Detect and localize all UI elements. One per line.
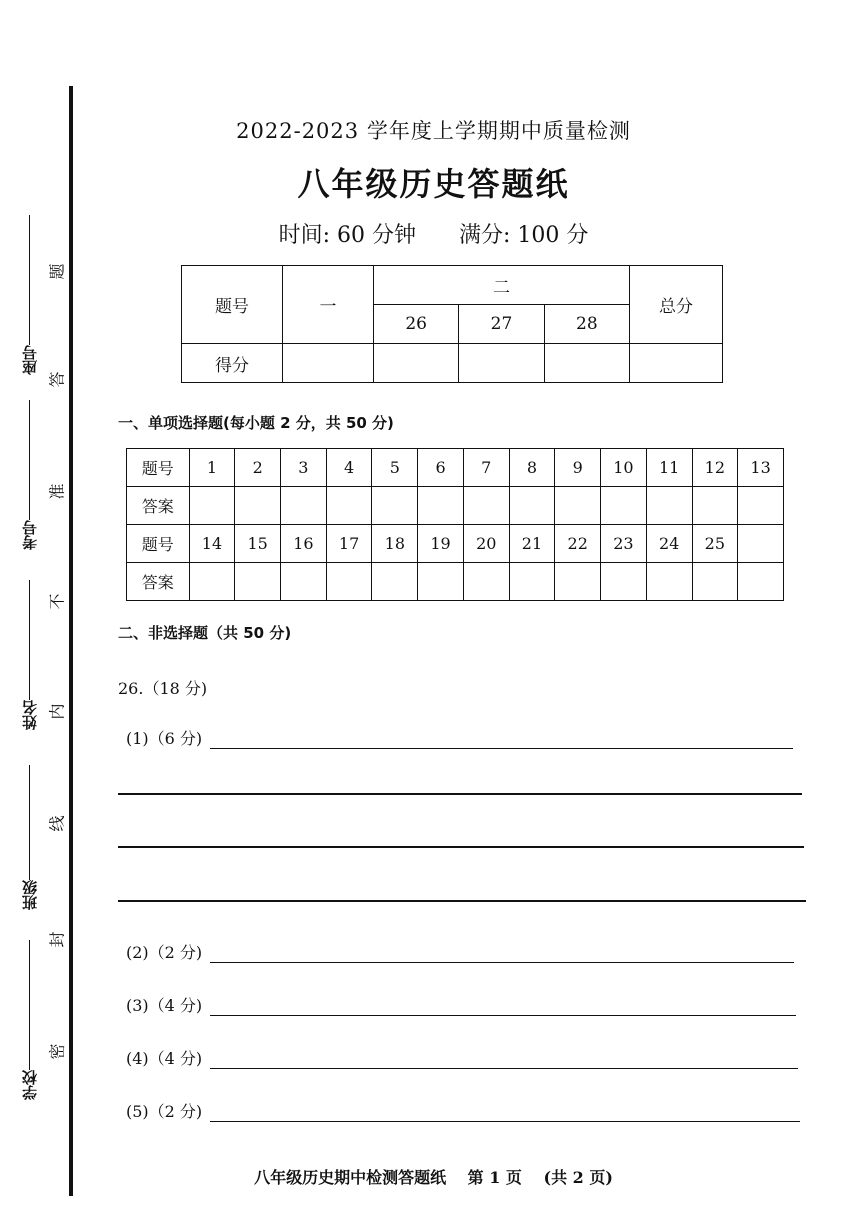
score-table-sub-question: 26 — [374, 305, 459, 344]
seal-char: 准 — [47, 483, 67, 500]
mc-answer-cell[interactable] — [738, 563, 784, 601]
mc-question-number: 15 — [235, 525, 281, 563]
mc-answer-cell[interactable] — [235, 563, 281, 601]
answer-row-part3 — [126, 993, 796, 1016]
part-label: (3)（4 分) — [126, 996, 203, 1015]
mc-question-number: 5 — [372, 449, 418, 487]
answer-row-part1 — [126, 726, 793, 749]
score-table-sub-question: 27 — [459, 305, 544, 344]
mc-answer-cell[interactable] — [372, 487, 418, 525]
time-limit: 时间: 60 分钟 — [278, 223, 416, 248]
mc-answer-cell[interactable] — [555, 487, 601, 525]
mc-question-number: 20 — [463, 525, 509, 563]
question-26-heading: 26.（18 分) — [118, 679, 208, 698]
mc-answer-label: 答案 — [127, 563, 190, 601]
mc-question-number: 10 — [601, 449, 647, 487]
footer-paper-name: 八年级历史期中检测答题纸 — [254, 1168, 447, 1187]
mc-answer-label: 答案 — [127, 487, 190, 525]
seal-char: 封 — [47, 931, 67, 948]
multiple-choice-answer-table — [126, 448, 784, 601]
seal-char: 内 — [47, 703, 67, 720]
mc-answer-cell[interactable] — [692, 487, 738, 525]
score-table-sub-question: 28 — [544, 305, 629, 344]
mc-question-number: 24 — [646, 525, 692, 563]
answer-line[interactable] — [118, 846, 804, 848]
mc-answer-cell[interactable] — [738, 487, 784, 525]
mc-question-number: 18 — [372, 525, 418, 563]
mc-answer-cell[interactable] — [601, 487, 647, 525]
seal-char: 题 — [47, 263, 67, 280]
mc-answer-cell[interactable] — [463, 563, 509, 601]
seat-number-field: 座号 — [12, 215, 46, 375]
mc-question-number: 4 — [326, 449, 372, 487]
seal-char: 线 — [47, 815, 67, 832]
answer-row-part2 — [126, 940, 794, 963]
answer-line[interactable] — [210, 1015, 796, 1017]
score-cell[interactable] — [459, 344, 544, 383]
seal-char: 密 — [47, 1043, 67, 1060]
mc-answer-cell[interactable] — [418, 487, 464, 525]
mc-question-number: 16 — [281, 525, 327, 563]
mc-answer-cell[interactable] — [326, 563, 372, 601]
mc-answer-cell[interactable] — [509, 487, 555, 525]
footer-page-number: 第 1 页 — [467, 1168, 522, 1187]
answer-line[interactable] — [210, 962, 794, 964]
mc-answer-cell[interactable] — [418, 563, 464, 601]
mc-question-number: 17 — [326, 525, 372, 563]
mc-question-number: 25 — [692, 525, 738, 563]
score-table-part2: 二 — [374, 266, 630, 305]
name-field: 姓名 — [12, 580, 46, 730]
mc-question-number: 6 — [418, 449, 464, 487]
mc-question-number: 3 — [281, 449, 327, 487]
mc-answer-cell[interactable] — [463, 487, 509, 525]
mc-question-number: 19 — [418, 525, 464, 563]
mc-number-label: 题号 — [127, 449, 190, 487]
answer-line[interactable] — [210, 1068, 798, 1070]
mc-answer-cell[interactable] — [189, 563, 235, 601]
mc-answer-cell[interactable] — [326, 487, 372, 525]
mc-question-number: 9 — [555, 449, 601, 487]
score-cell[interactable] — [374, 344, 459, 383]
answer-row-part4 — [126, 1046, 798, 1069]
seal-char: 不 — [47, 593, 67, 610]
section2-title: 二、非选择题（共 50 分) — [118, 624, 292, 642]
mc-question-number: 7 — [463, 449, 509, 487]
mc-answer-cell[interactable] — [692, 563, 738, 601]
mc-answer-cell[interactable] — [235, 487, 281, 525]
score-cell[interactable] — [544, 344, 629, 383]
part-label: (1)（6 分) — [126, 729, 203, 748]
exam-number-field: 考号 — [12, 400, 46, 550]
mc-question-number: 21 — [509, 525, 555, 563]
score-cell[interactable] — [283, 344, 374, 383]
class-field: 班级 — [12, 765, 46, 910]
mc-answer-cell[interactable] — [646, 487, 692, 525]
mc-question-number: 11 — [646, 449, 692, 487]
part-label: (4)（4 分) — [126, 1049, 203, 1068]
mc-question-number: 23 — [601, 525, 647, 563]
full-score: 满分: 100 分 — [459, 223, 589, 248]
footer-total-pages: (共 2 页) — [543, 1168, 613, 1187]
page-footer — [0, 1165, 867, 1188]
mc-question-number: 13 — [738, 449, 784, 487]
seal-text-strip — [46, 100, 76, 1200]
mc-question-number: 12 — [692, 449, 738, 487]
score-table — [181, 265, 723, 383]
answer-line[interactable] — [118, 793, 802, 795]
mc-question-number — [738, 525, 784, 563]
mc-answer-cell[interactable] — [509, 563, 555, 601]
mc-answer-cell[interactable] — [601, 563, 647, 601]
mc-answer-cell[interactable] — [372, 563, 418, 601]
part-label: (2)（2 分) — [126, 943, 203, 962]
score-table-total-label: 总分 — [630, 266, 723, 344]
mc-question-number: 1 — [189, 449, 235, 487]
score-table-question-label: 题号 — [182, 266, 283, 344]
answer-line[interactable] — [118, 900, 806, 902]
score-table-part1: 一 — [283, 266, 374, 344]
school-field: 学校 — [12, 940, 46, 1100]
paper-title: 八年级历史答题纸 — [297, 165, 570, 203]
exam-info — [0, 218, 867, 249]
mc-question-number: 22 — [555, 525, 601, 563]
student-info-strip — [12, 100, 46, 1220]
seal-char: 答 — [47, 371, 67, 388]
mc-answer-cell[interactable] — [281, 563, 327, 601]
section1-title: 一、单项选择题(每小题 2 分，共 50 分) — [118, 414, 394, 432]
answer-row-part5 — [126, 1099, 800, 1122]
mc-question-number: 2 — [235, 449, 281, 487]
answer-line[interactable] — [210, 748, 793, 750]
mc-number-label: 题号 — [127, 525, 190, 563]
score-cell[interactable] — [630, 344, 723, 383]
mc-question-number: 14 — [189, 525, 235, 563]
mc-answer-cell[interactable] — [189, 487, 235, 525]
score-table-score-label: 得分 — [182, 344, 283, 383]
part-label: (5)（2 分) — [126, 1102, 203, 1121]
exam-title: 2022-2023 学年度上学期期中质量检测 — [236, 119, 631, 143]
mc-answer-cell[interactable] — [555, 563, 601, 601]
mc-answer-cell[interactable] — [281, 487, 327, 525]
answer-line[interactable] — [210, 1121, 800, 1123]
mc-question-number: 8 — [509, 449, 555, 487]
mc-answer-cell[interactable] — [646, 563, 692, 601]
